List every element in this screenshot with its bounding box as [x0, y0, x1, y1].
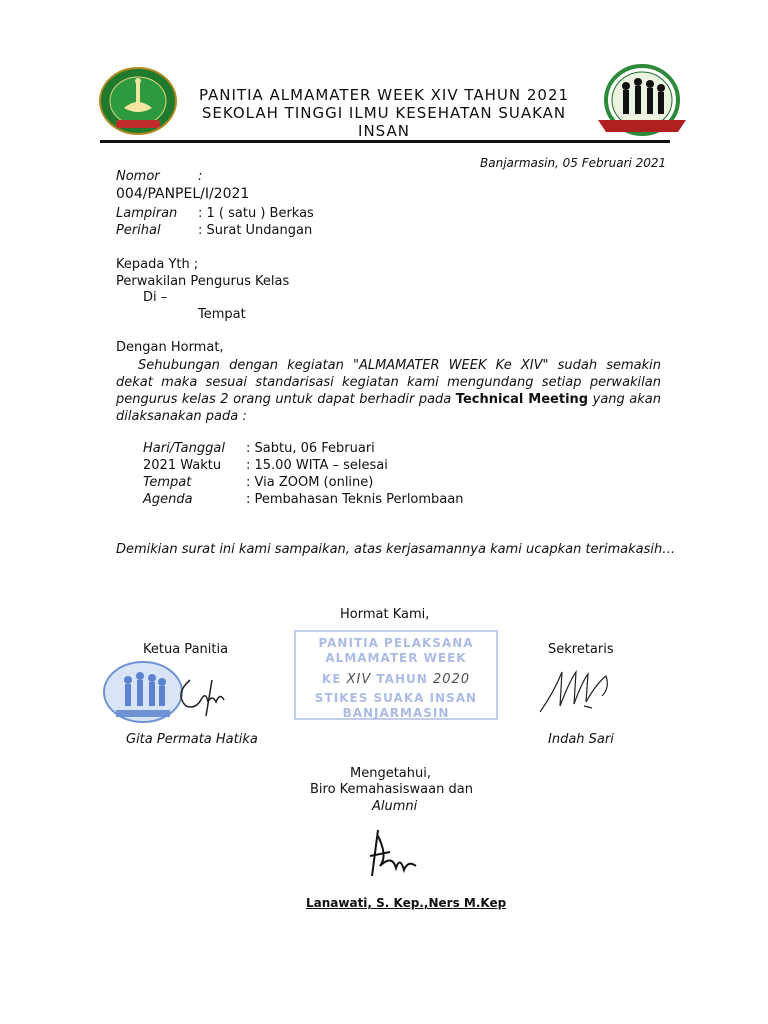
- closing-sentence: Demikian surat ini kami sampaikan, atas kerjasamannya kami ucapkan terimakasih…: [116, 542, 676, 557]
- header-line-2: SEKOLAH TINGGI ILMU KESEHATAN SUAKAN: [201, 104, 567, 122]
- stamp-tahun-value: 2020: [432, 672, 471, 687]
- stamp-line-2: ALMAMATER WEEK: [325, 651, 467, 665]
- recipient-line-4: Tempat: [198, 307, 246, 322]
- detail-label-1: 2021 Waktu: [143, 458, 222, 473]
- nomor-colon: :: [198, 169, 203, 184]
- detail-label-0: Hari/Tanggal: [143, 441, 225, 456]
- approver-name: Lanawati, S. Kep.,Ners M.Kep: [306, 896, 507, 910]
- mengetahui-line-2: Biro Kemahasiswaan dan: [310, 782, 473, 797]
- body-bold: Technical Meeting: [455, 392, 589, 407]
- stamp-tahun-label: TAHUN: [376, 672, 428, 686]
- approver-signature-icon: [366, 826, 422, 882]
- recipient-line-2: Perwakilan Pengurus Kelas: [116, 274, 290, 289]
- header-line-3: INSAN: [358, 122, 410, 140]
- detail-label-3: Agenda: [143, 492, 193, 507]
- perihal-label: Perihal: [116, 223, 161, 238]
- letter-date: Banjarmasin, 05 Februari 2021: [480, 156, 667, 170]
- perihal-value: : Surat Undangan: [198, 223, 313, 238]
- ketua-name: Gita Permata Hatika: [126, 732, 258, 747]
- committee-stamp: [294, 630, 498, 720]
- stamp-ke-label: KE: [321, 672, 342, 686]
- detail-value-0: : Sabtu, 06 Februari: [246, 441, 375, 456]
- ketua-title: Ketua Panitia: [143, 642, 229, 657]
- detail-value-1: : 15.00 WITA – selesai: [246, 458, 388, 473]
- greeting: Dengan Hormat,: [116, 340, 224, 355]
- sekretaris-name: Indah Sari: [548, 732, 614, 747]
- stamp-line-5: BANJARMASIN: [342, 706, 450, 720]
- recipient-line-3: Di –: [143, 290, 168, 305]
- mengetahui-line-3: Alumni: [372, 799, 418, 814]
- stamp-ke-value: XIV: [346, 672, 372, 687]
- detail-label-2: Tempat: [143, 475, 192, 490]
- stamp-line-4: STIKES SUAKA INSAN: [314, 691, 478, 705]
- header-divider: [100, 140, 670, 143]
- body-paragraph: [116, 357, 661, 425]
- ketua-signature-icon: [172, 672, 232, 718]
- stamp-line-1: PANITIA PELAKSANA: [318, 636, 474, 650]
- lampiran-label: Lampiran: [116, 206, 178, 221]
- recipient-line-1: Kepada Yth ;: [116, 257, 199, 272]
- detail-value-2: : Via ZOOM (online): [246, 475, 374, 490]
- nomor-label: Nomor: [116, 169, 160, 184]
- hormat-kami: Hormat Kami,: [340, 607, 430, 622]
- header-line-1: PANITIA ALMAMATER WEEK XIV TAHUN 2021: [198, 86, 570, 104]
- lampiran-value: : 1 ( satu ) Berkas: [198, 206, 314, 221]
- detail-value-3: : Pembahasan Teknis Perlombaan: [246, 492, 464, 507]
- nomor-value: 004/PANPEL/I/2021: [116, 186, 250, 202]
- sekretaris-signature-icon: [536, 662, 626, 718]
- stikes-logo-icon: [98, 66, 178, 136]
- sekretaris-title: Sekretaris: [548, 642, 614, 657]
- almamater-week-logo-icon: [592, 64, 692, 138]
- body-end: yang akan dilaksanakan pada :: [116, 392, 661, 424]
- body-start: Sehubungan dengan kegiatan "ALMAMATER WEEK Ke XIV" sudah semakin dekat maka sesuai standarisasi kegiatan kami mengundang setiap perwakilan pengurus kelas 2 orang untuk dapat berhadir pada: [116, 358, 661, 407]
- mengetahui-line-1: Mengetahui,: [350, 766, 431, 781]
